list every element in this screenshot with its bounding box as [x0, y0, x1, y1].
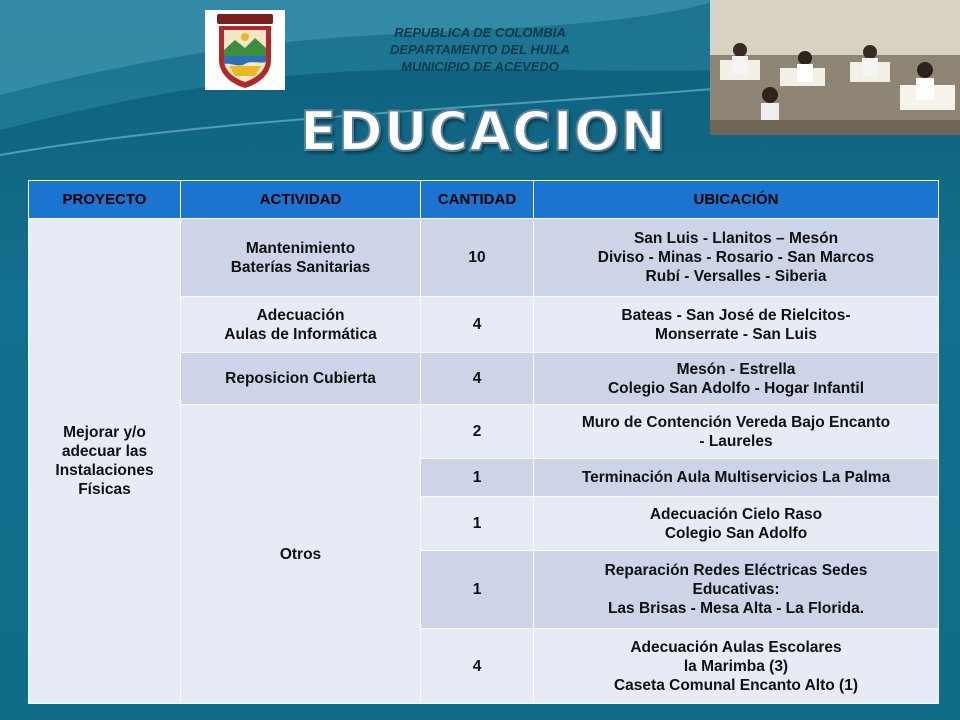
ubicacion-cell: [534, 353, 939, 405]
proyecto-line: adecuar las: [61, 443, 148, 460]
table-header-row: [29, 181, 939, 219]
actividad-line: Adecuación: [256, 306, 345, 324]
proyecto-line: Mejorar y/o: [63, 424, 146, 441]
ubicacion-line: Caseta Comunal Encanto Alto (1): [613, 676, 858, 694]
cantidad-cell: 10: [421, 219, 534, 297]
proyecto-line: Físicas: [78, 481, 131, 498]
ubicacion-cell: [534, 459, 939, 497]
header-line-department: DEPARTAMENTO DEL HUILA: [389, 42, 571, 57]
ubicacion-cell: [534, 551, 939, 629]
header-text: [330, 24, 630, 75]
municipal-logo: [205, 10, 285, 90]
classroom-photo: [710, 0, 960, 135]
ubicacion-line: la Marimba (3): [683, 657, 789, 675]
header-cantidad: CANTIDAD: [421, 181, 534, 219]
ubicacion-cell: [534, 629, 939, 704]
cantidad-cell: 4: [421, 297, 534, 353]
actividad-line: Otros: [279, 545, 322, 563]
proyecto-line: Instalaciones: [55, 462, 154, 479]
ubicacion-line: San Luis - Llanitos – Mesón: [633, 230, 839, 247]
ubicacion-line: Diviso - Minas - Rosario - San Marcos: [597, 249, 875, 266]
page-title: EDUCACION: [300, 100, 667, 163]
ubicacion-line: Las Brisas - Mesa Alta - La Florida.: [607, 600, 865, 617]
ubicacion-line: Reparación Redes Eléctricas Sedes: [604, 562, 868, 579]
actividad-line: Mantenimiento: [245, 239, 356, 257]
header-proyecto: PROYECTO: [29, 181, 181, 219]
table-row: [29, 219, 939, 297]
ubicacion-line: Mesón - Estrella: [676, 360, 796, 378]
header-ubicacion: UBICACIÓN: [534, 181, 939, 219]
header-actividad: ACTIVIDAD: [181, 181, 421, 219]
header-line-country: REPUBLICA DE COLOMBIA: [394, 25, 566, 40]
actividad-line: Reposicion Cubierta: [225, 370, 376, 387]
education-table: [28, 180, 939, 704]
ubicacion-line: Rubí - Versalles - Siberia: [645, 268, 827, 285]
ubicacion-line: Colegio San Adolfo - Hogar Infantil: [607, 379, 865, 397]
header-line-municipality: MUNICIPIO DE ACEVEDO: [401, 59, 559, 74]
ubicacion-cell: [534, 497, 939, 551]
coat-of-arms-icon: [205, 10, 285, 90]
ubicacion-cell: [534, 219, 939, 297]
actividad-cell: [181, 353, 421, 405]
actividad-cell: [181, 405, 421, 704]
cantidad-cell: 1: [421, 459, 534, 497]
actividad-line: Aulas de Informática: [224, 325, 377, 343]
actividad-line: Baterías Sanitarias: [230, 258, 371, 276]
cantidad-cell: 4: [421, 629, 534, 704]
ubicacion-cell: [534, 405, 939, 459]
ubicacion-line: Bateas - San José de Rielcitos-: [621, 306, 851, 324]
ubicacion-line: Monserrate - San Luis: [655, 325, 817, 343]
proyecto-cell: [29, 219, 181, 704]
cantidad-cell: 1: [421, 551, 534, 629]
ubicacion-line: Adecuación Cielo Raso: [649, 505, 823, 523]
actividad-cell: [181, 219, 421, 297]
ubicacion-line: Educativas:: [692, 581, 780, 598]
cantidad-cell: 2: [421, 405, 534, 459]
ubicacion-cell: [534, 297, 939, 353]
actividad-cell: [181, 297, 421, 353]
classroom-photo-icon: [710, 0, 960, 135]
ubicacion-line: Terminación Aula Multiservicios La Palma: [581, 469, 891, 486]
cantidad-cell: 4: [421, 353, 534, 405]
ubicacion-line: - Laureles: [699, 432, 773, 450]
cantidad-cell: 1: [421, 497, 534, 551]
ubicacion-line: Colegio San Adolfo: [664, 524, 808, 542]
ubicacion-line: Adecuación Aulas Escolares: [630, 638, 842, 656]
ubicacion-line: Muro de Contención Vereda Bajo Encanto: [581, 413, 891, 431]
